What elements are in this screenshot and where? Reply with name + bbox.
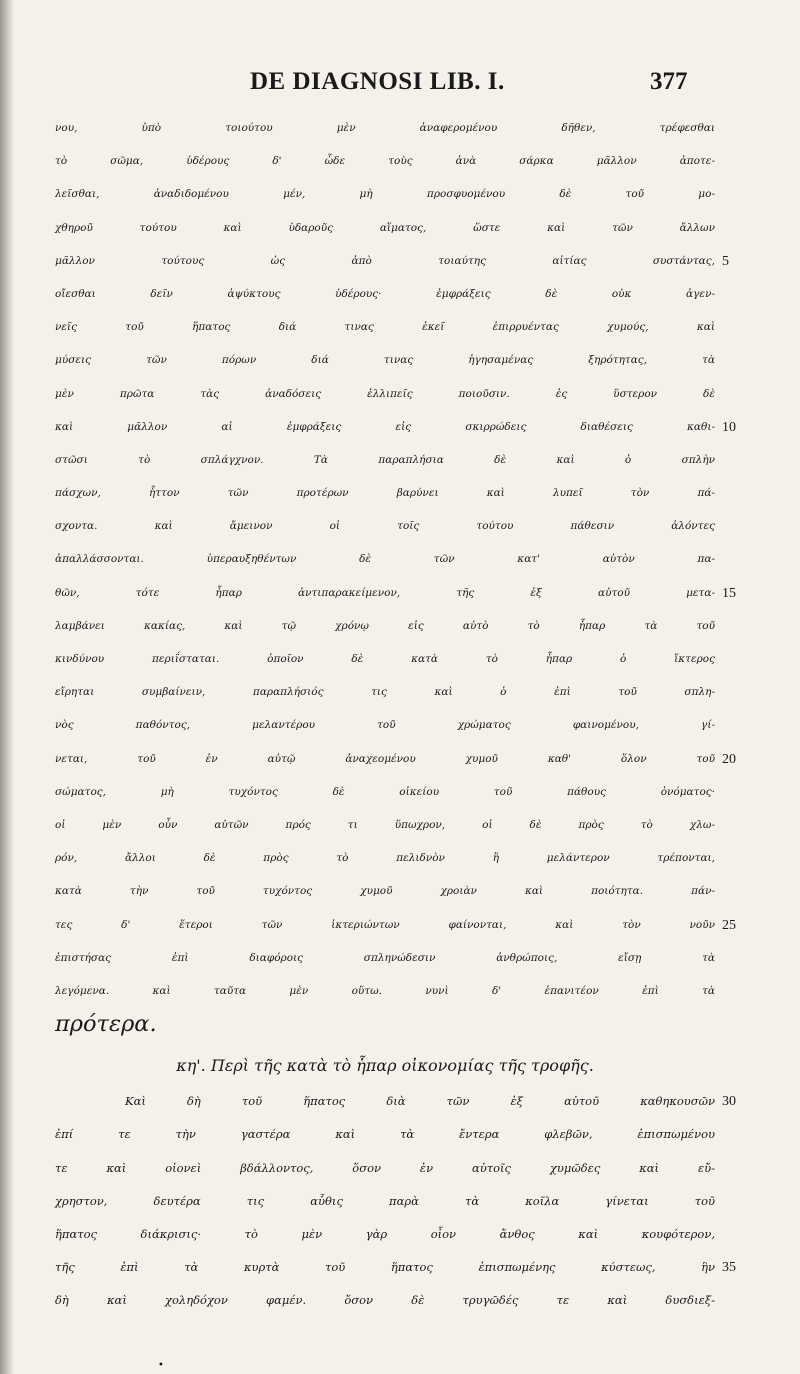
text-line [55, 709, 715, 742]
text-line [55, 145, 715, 178]
text-line [55, 344, 715, 377]
line-text: νου, ὑπὸ τοιούτου μὲν ἀναφερομένου δῆθεν, τρέφεσθαι [55, 122, 715, 134]
line-text: μὲν πρῶτα τὰς ἀναδόσεις ἐλλιπεῖς ποιοῦσιν. ἐς ὕστερον δὲ [55, 387, 715, 400]
line-text: ἐπιστήσας ἐπὶ διαφόροις σπληνώδεσιν ἀνθρώποις, εἴσῃ τὰ [55, 951, 715, 964]
line-text: καὶ μᾶλλον αἱ ἐμφράξεις εἰς σκιρρώδεις διαθέσεις καθι- [55, 420, 715, 433]
line-text: μᾶλλον τούτους ὡς ἀπὸ τοιαύτης αἰτίας συστάντας, [55, 254, 715, 267]
text-line [55, 875, 715, 908]
text-line [55, 809, 715, 842]
line-text: πάσχων, ἧττον τῶν προτέρων βαρύνει καὶ λυπεῖ τὸν πά- [55, 487, 715, 500]
line-text: ρόν, ἄλλοι δὲ πρὸς τὸ πελιδνὸν ἢ μελάντερον τρέπονται, [55, 852, 715, 865]
line-text: Καὶ δὴ τοῦ ἥπατος διὰ τῶν ἐξ αὐτοῦ καθηκουσῶν [125, 1094, 715, 1109]
text-line [55, 112, 715, 145]
text-line [55, 776, 715, 809]
text-line [55, 743, 736, 776]
line-text: χθηροῦ τούτου καὶ ὑδαροῦς αἵματος, ὥστε καὶ τῶν ἄλλων [55, 221, 715, 234]
line-text: νὸς παθόντος, μελαντέρου τοῦ χρώματος φαινομένου, γί- [55, 719, 715, 732]
line-text: μύσεις τῶν πόρων διά τινας ἡγησαμένας ξηρότητας, τὰ [55, 354, 715, 367]
line-text: λεῖσθαι, ἀναδιδομένου μέν, μὴ προσφυομένου δὲ τοῦ μο- [55, 188, 715, 201]
text-line [55, 1284, 715, 1317]
line-text: σχοντα. καὶ ἄμεινον οἱ τοῖς τούτου πάθεσιν ἁλόντες [55, 520, 715, 533]
text-line [55, 842, 715, 875]
line-text: τὸ σῶμα, ὑδέρους δ' ὧδε τοὺς ἀνὰ σάρκα μᾶλλον ἀποτε- [55, 155, 715, 168]
text-line [55, 1185, 715, 1218]
text-line [55, 942, 715, 975]
line-number: 5 [722, 253, 729, 269]
line-text: λαμβάνει κακίας, καὶ τῷ χρόνῳ εἰς αὐτὸ τὸ ἧπαρ τὰ τοῦ [55, 619, 715, 632]
text-line [55, 278, 715, 311]
line-number: 35 [722, 1260, 736, 1276]
text-line [55, 212, 715, 245]
line-text: εἴρηται συμβαίνειν, παραπλήσιός τις καὶ ὁ ἐπὶ τοῦ σπλη- [55, 686, 715, 699]
line-text: στῶσι τὸ σπλάγχνον. Τὰ παραπλήσια δὲ καὶ ὁ σπλὴν [55, 453, 715, 466]
text-line [55, 543, 715, 576]
line-text: ἀπαλλάσσονται. ὑπεραυξηθέντων δὲ τῶν κατ' αὐτὸν πα- [55, 553, 715, 566]
text-line [55, 1251, 736, 1284]
paragraph-before-heading [55, 112, 736, 1041]
text-line [55, 1218, 715, 1251]
text-line [55, 975, 715, 1008]
line-text: οἱ μὲν οὖν αὐτῶν πρός τι ὕπωχρον, οἱ δὲ πρὸς τὸ χλω- [55, 818, 715, 831]
line-text: κατὰ τὴν τοῦ τυχόντος χυμοῦ χροιὰν καὶ ποιότητα. πάν- [55, 885, 715, 898]
line-number: 25 [722, 917, 736, 933]
line-text: σώματος, μὴ τυχόντος δὲ οἰκείου τοῦ πάθους ὀνόματος· [55, 785, 715, 798]
line-text: δὴ καὶ χοληδόχον φαμέν. ὅσον δὲ τρυγῶδές τε καὶ δυσδιεξ- [55, 1293, 715, 1308]
text-line [55, 178, 715, 211]
text-line [55, 510, 715, 543]
paragraph-after-heading [55, 1085, 736, 1317]
text-line [55, 1008, 715, 1041]
printer-mark: • [158, 1360, 164, 1371]
body-text [55, 112, 736, 1318]
line-text: νεῖς τοῦ ἥπατος διά τινας ἐκεῖ ἐπιρρυέντας χυμούς, καὶ [55, 321, 715, 334]
line-text: τῆς ἐπὶ τὰ κυρτὰ τοῦ ἥπατος ἐπισπωμένης κύστεως, ἣν [55, 1260, 715, 1275]
line-text: θῶν, τότε ἧπαρ ἀντιπαρακείμενον, τῆς ἐξ αὐτοῦ μετα- [55, 586, 715, 599]
line-text: κινδύνου περιΐσταται. ὁποῖον δὲ κατὰ τὸ ἧπαρ ὁ ἴκτερος [55, 653, 715, 665]
section-heading: κη'. Περὶ τῆς κατὰ τὸ ἧπαρ οἰκονομίας τῆς τροφῆς. [176, 1056, 594, 1076]
text-line [55, 477, 715, 510]
line-number: 30 [722, 1094, 736, 1110]
line-text: πρότερα. [55, 1011, 157, 1038]
line-text: τε καὶ οἱονεὶ βδάλλοντος, ὅσον ἐν αὐτοῖς χυμῶδες καὶ εὔ- [55, 1160, 715, 1175]
line-text: ἐπί τε τὴν γαστέρα καὶ τὰ ἔντερα φλεβῶν, ἐπισπωμένου [55, 1127, 715, 1142]
line-number: 10 [722, 419, 736, 435]
text-line [55, 610, 715, 643]
text-line [55, 676, 715, 709]
text-line [55, 909, 736, 942]
text-line [55, 411, 736, 444]
text-line [55, 245, 729, 278]
text-line [55, 643, 715, 676]
text-line [55, 577, 736, 610]
text-line [55, 311, 715, 344]
line-text: τες δ' ἕτεροι τῶν ἰκτεριώντων φαίνονται, καὶ τὸν νοῦν [55, 918, 715, 931]
text-line [55, 444, 715, 477]
line-text: νεται, τοῦ ἐν αὐτῷ ἀναχεομένου χυμοῦ καθ' ὅλον τοῦ [55, 752, 715, 765]
text-line [55, 378, 715, 411]
page-gutter-shadow [0, 0, 14, 1374]
text-line [55, 1118, 715, 1151]
line-text: οἴεσθαι δεῖν ἀψύκτους ὑδέρους· ἐμφράξεις δὲ οὐκ ἀγεν- [55, 287, 715, 300]
running-title: DE DIAGNOSI LIB. I. [250, 68, 505, 95]
line-text: χρηστον, δευτέρα τις αὖθις παρὰ τὰ κοῖλα γίνεται τοῦ [55, 1193, 715, 1208]
text-line [55, 1152, 715, 1185]
page-header [0, 62, 800, 102]
page-number: 377 [650, 68, 688, 95]
text-line [55, 1085, 736, 1118]
line-number: 20 [722, 751, 736, 767]
line-text: ἥπατος διάκρισις· τὸ μὲν γὰρ οἷον ἄνθος καὶ κουφότερον, [55, 1227, 715, 1241]
line-number: 15 [722, 585, 736, 601]
line-text: λεγόμενα. καὶ ταῦτα μὲν οὕτω. νυνὶ δ' ἐπανιτέον ἐπὶ τὰ [55, 984, 715, 997]
